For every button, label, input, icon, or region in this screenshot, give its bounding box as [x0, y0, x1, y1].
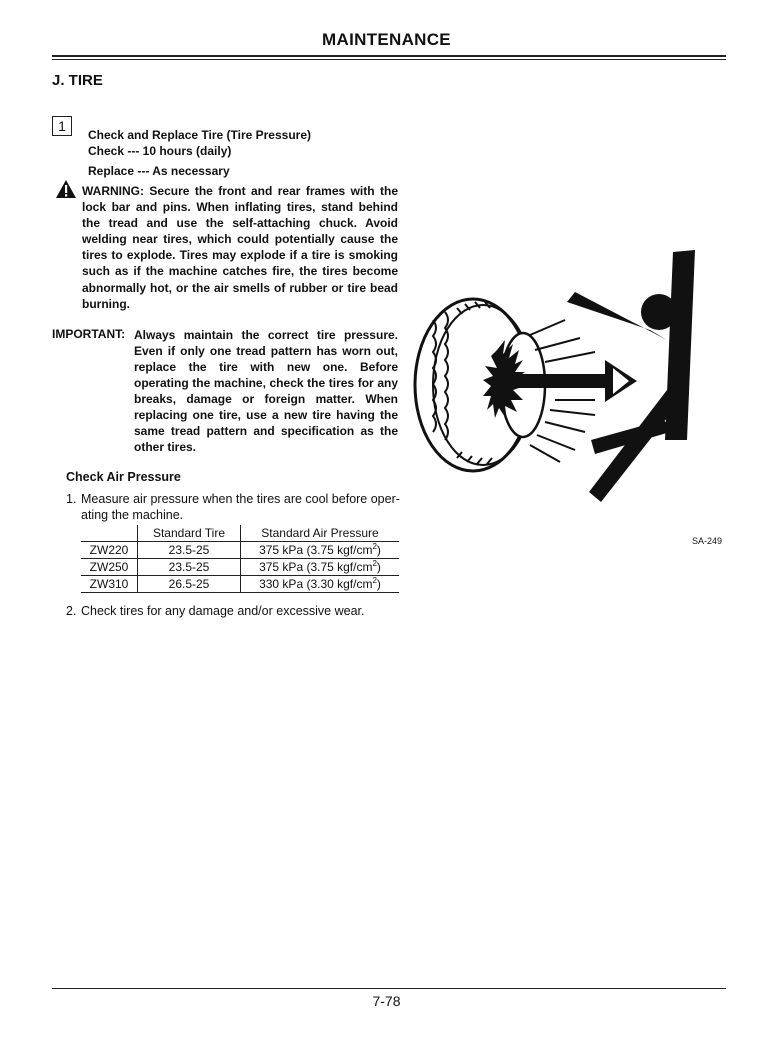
pressure-value: 375 kPa (3.75 kgf/cm [259, 560, 373, 574]
tire-cell: 23.5-25 [138, 559, 241, 576]
model-cell: ZW220 [81, 542, 138, 559]
list-item-text: Measure air pressure when the tires are cool before oper- [81, 492, 400, 506]
important-label: IMPORTANT: [52, 327, 126, 341]
pressure-close: ) [376, 577, 381, 591]
pressure-value: 330 kPa (3.30 kgf/cm [259, 577, 373, 591]
step-check-interval: Check --- 10 hours (daily) [88, 144, 232, 158]
table-row [81, 576, 399, 593]
page-number: 7-78 [372, 993, 401, 1009]
model-cell: ZW310 [81, 576, 138, 593]
tire-cell: 26.5-25 [138, 576, 241, 593]
warning-paragraph [82, 183, 398, 312]
pressure-close: ) [376, 543, 381, 557]
page-header-title: MAINTENANCE [322, 30, 451, 49]
table-header-cell: Standard Air Pressure [241, 525, 400, 542]
table-row [81, 542, 399, 559]
pressure-sup: 2 [372, 576, 377, 585]
table-header-cell: Standard Tire [138, 525, 241, 542]
table-row [81, 559, 399, 576]
warning-triangle-icon [55, 179, 77, 199]
pressure-sup: 2 [372, 542, 377, 551]
list-item-number: 1. [66, 492, 77, 506]
list-item-text: Check tires for any damage and/or excessive wear. [81, 604, 365, 618]
tire-pressure-table [81, 525, 399, 593]
tire-cell: 23.5-25 [138, 542, 241, 559]
warning-text: Secure the front and rear frames with the lock bar and pins. When inflating tires, stand behind the tread and use the self-attaching chuck. Avoid welding near tires, which could potentially cause the tires to explode. Tires may explode if a tire is smoking such as if the machine catches fire, the tires become abnormally hot, or the air smells of rubber or tire bead burning. [82, 184, 398, 311]
header-rule [52, 55, 726, 57]
check-air-pressure-heading: Check Air Pressure [66, 470, 181, 484]
figure-label: SA-249 [692, 536, 723, 546]
pressure-value: 375 kPa (3.75 kgf/cm [259, 543, 373, 557]
step-title: Check and Replace Tire (Tire Pressure) [88, 128, 311, 142]
table-header-row [81, 525, 399, 542]
footer-rule [52, 988, 726, 989]
pressure-sup: 2 [372, 559, 377, 568]
step-replace-interval: Replace --- As necessary [88, 164, 230, 178]
section-title: J. TIRE [52, 72, 103, 89]
step-number-box: 1 [52, 116, 72, 136]
tire-explosion-illustration [405, 240, 705, 520]
model-cell: ZW250 [81, 559, 138, 576]
warning-label: WARNING: [82, 184, 144, 198]
list-item-number: 2. [66, 604, 77, 618]
important-text: Always maintain the correct tire pressure. Even if only one tread pattern has worn out, replace the tire with new one. Before operating the machine, check the tires for any breaks, damage or foreign matter. When replacing one tire, use a new tire having the same tread pattern and specification as the other tires. [134, 328, 398, 454]
pressure-cell [241, 542, 400, 559]
table-header-cell [81, 525, 138, 542]
list-item-text: ating the machine. [81, 508, 184, 522]
pressure-close: ) [376, 560, 381, 574]
header-rule-thin [52, 59, 726, 60]
pressure-cell [241, 559, 400, 576]
pressure-cell [241, 576, 400, 593]
